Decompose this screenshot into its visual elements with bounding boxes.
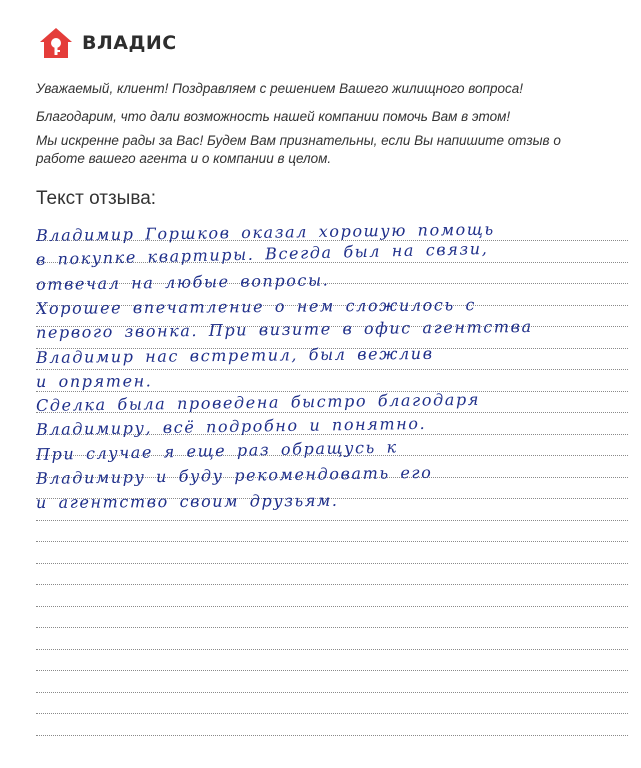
handwritten-line: При случае я еще раз обращусь к	[35, 437, 398, 464]
ruled-line	[36, 584, 628, 585]
ruled-line	[36, 649, 628, 650]
handwritten-line: и опрятен.	[35, 371, 153, 391]
ruled-line	[36, 520, 628, 521]
ruled-line	[36, 541, 628, 542]
ruled-line	[36, 563, 628, 564]
house-icon	[38, 26, 74, 60]
handwritten-line: Владимиру и буду рекомендовать его	[35, 462, 433, 488]
handwritten-line: в покупке квартиры. Всегда был на связи,	[35, 239, 489, 270]
intro-line-1: Благодарим, что дали возможность нашей компании помочь Вам в этом!	[36, 109, 511, 124]
brand-logo	[38, 26, 177, 60]
ruled-line	[36, 692, 628, 693]
ruled-line	[36, 606, 628, 607]
handwritten-line: Владимир нас встретил, был вежлив	[35, 343, 434, 367]
ruled-line	[36, 735, 628, 736]
handwritten-line: Владимир Горшков оказал хорошую помощь	[35, 219, 495, 245]
ruled-line	[36, 713, 628, 714]
ruled-line	[36, 670, 628, 671]
handwritten-line: Владимиру, всё подробно и понятно.	[35, 414, 427, 440]
review-heading: Текст отзыва:	[36, 188, 157, 209]
handwritten-line: и агентство своим друзьям.	[35, 491, 339, 513]
handwritten-line: первого звонка. При визите в офис агентства	[35, 317, 533, 343]
greeting: Уважаемый, клиент! Поздравляем с решением Вашего жилищного вопроса!	[36, 81, 523, 96]
ruled-line	[36, 627, 628, 628]
handwritten-line: Хорошее впечатление о нем сложилось с	[35, 295, 477, 318]
handwritten-line: Сделка была проведена быстро благодаря	[35, 389, 481, 416]
brand-name: ВЛАДИС	[82, 32, 177, 54]
handwritten-line: отвечал на любые вопросы.	[35, 269, 330, 294]
intro-text	[36, 80, 606, 174]
intro-line-2: Мы искренне рады за Вас! Будем Вам признательны, если Вы напишите отзыв о работе вашего агента и о компании в целом.	[36, 133, 561, 166]
